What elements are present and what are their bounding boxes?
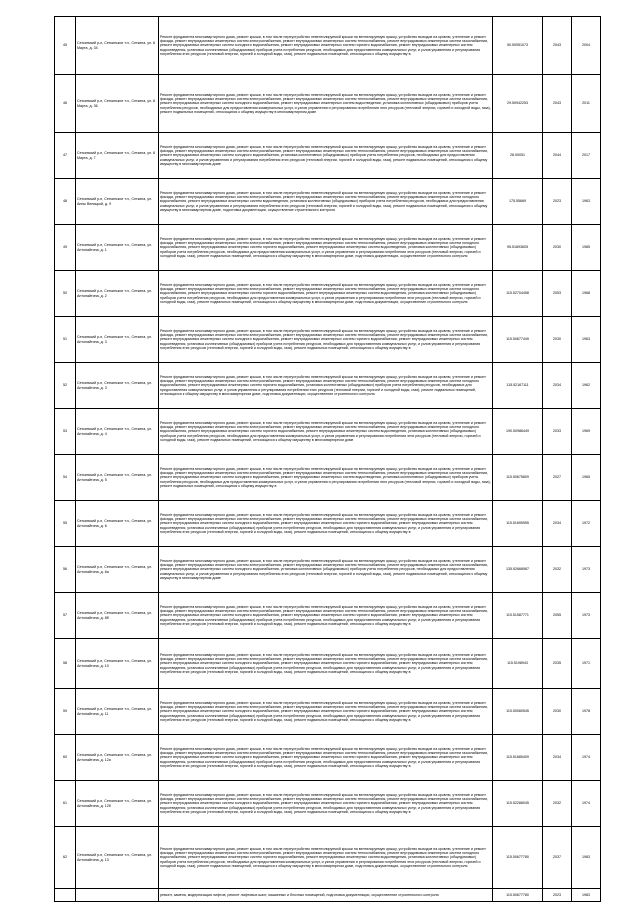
capital-repair-register-table [54, 16, 601, 902]
commission-year-cell: 1969 [572, 409, 601, 455]
address-cell: Сеткинский р-н, Сеткинское т.п., Сеткина, ул. Антонайтина, д. 10 [76, 639, 159, 689]
table-row [55, 75, 601, 133]
table-row [55, 455, 601, 501]
address-cell: Сеткинский р-н, Сеткинское т.п., Сеткина, ул. Антонайтина, д. 11 [76, 689, 159, 735]
address-cell: Сеткинский р-н, Сеткинское т.п., Сеткина, ул. Антонайтина, д. 3 [76, 317, 159, 363]
commission-year-cell: 1973 [572, 547, 601, 593]
works-list-cell: Ремонт фундамента многоквартирного дома, ремонт крыши, в том числе переустройство невентилируемой крыши на вентилируемую крышу, устройство выходов на кровлю, утепление и ремонт фасада, ремонт внутридомовых инженерных систем электроснабжения, ремонт внутридомовых инженерных систем теплоснабжения, ремонт внутридомовых инженерных систем холодного водоснабжения, ремонт внутридомовых инженерных систем горячего водоснабжения, ремонт внутридомовых инженерных систем водоотведения, установка коллективных (общедомовых) приборов учета потребления ресурсов, необходимых для предоставления коммунальных услуг, и узлов управления и регулирования потребления этих ресурсов (тепловой энергии, горячей и холодной воды, газа), ремонт подвальных помещений, относящихся к общему имуществу в многоквартирном доме, подготовка документации, осуществление строительного контроля [159, 271, 493, 317]
area-value-cell: 135.52668987 [493, 547, 543, 593]
table-row [55, 689, 601, 735]
works-list-cell: Ремонт фундамента многоквартирного дома, ремонт крыши, в том числе переустройство невентилируемой крыши на вентилируемую крышу, устройство выходов на кровлю, утепление и ремонт фасада, ремонт внутридомовых инженерных систем электроснабжения, ремонт внутридомовых инженерных систем теплоснабжения, ремонт внутридомовых инженерных систем газоснабжения, ремонт внутридомовых инженерных систем холодного водоснабжения, ремонт внутридомовых инженерных систем горячего водоснабжения, ремонт внутридомовых инженерных систем водоотведения, установка коллективных (общедомовых) приборов учета потребления ресурсов, необходимых для предоставления коммунальных услуг, и узлов управления и регулирования потребления этих ресурсов (тепловой энергии, горячей и холодной воды, газа), ремонт подвальных помещений, относящихся к общему имуществу в [159, 17, 493, 75]
table-row [55, 225, 601, 271]
works-list-cell: Ремонт фундамента многоквартирного дома, ремонт крыши, в том числе переустройство невентилируемой крыши на вентилируемую крышу, устройство выходов на кровлю, утепление и ремонт фасада, ремонт внутридомовых инженерных систем электроснабжения, ремонт внутридомовых инженерных систем теплоснабжения, ремонт внутридомовых инженерных систем газоснабжения, ремонт внутридомовых инженерных систем холодного водоснабжения, ремонт внутридомовых инженерных систем горячего водоснабжения, ремонт внутридомовых инженерных систем водоотведения, установка коллективных (общедомовых) приборов учета потребления ресурсов, необходимых для предоставления коммунальных услуг, и узлов управления и регулирования потребления этих ресурсов (тепловой энергии, горячей и холодной воды, газа), ремонт подвальных помещений, относящихся к общему имуществу в [159, 781, 493, 827]
works-list-cell: ремонт, замена, модернизация лифтов, ремонт лифтовых шахт, машинных и блочных помещений, подготовка документации, осуществление строительного контроля [159, 889, 493, 902]
commission-year-cell: 1985 [572, 225, 601, 271]
area-value-cell: 115.5198943 [493, 639, 543, 689]
table-row [55, 593, 601, 639]
commission-year-cell: 1973 [572, 593, 601, 639]
address-cell: Сеткинский р-н, Сеткинское т.п., Сеткина, ул. Антонайтина, д. 5 [76, 455, 159, 501]
row-number-cell: 62 [55, 827, 76, 889]
area-value-cell: 50.50951073 [493, 17, 543, 75]
row-number-cell: 51 [55, 317, 76, 363]
table-row [55, 17, 601, 75]
commission-year-cell: 1974 [572, 735, 601, 781]
row-number-cell: 54 [55, 455, 76, 501]
planned-year-cell: 2037 [543, 827, 572, 889]
works-list-cell: Ремонт фундамента многоквартирного дома, ремонт крыши, в том числе переустройство невентилируемой крыши на вентилируемую крышу, устройство выходов на кровлю, утепление и ремонт фасада, ремонт внутридомовых инженерных систем электроснабжения, ремонт внутридомовых инженерных систем теплоснабжения, ремонт внутридомовых инженерных систем газоснабжения, ремонт внутридомовых инженерных систем холодного водоснабжения, установка коллективных (общедомовых) приборов учета потребления ресурсов, необходимых для предоставления коммунальных услуг, и узлов управления и регулирования потребления этих ресурсов (тепловой энергии, горячей и холодной воды, газа), ремонт подвальных помещений, относящихся к общему имуществу в многоквартирном доме [159, 133, 493, 179]
works-list-cell: Ремонт фундамента многоквартирного дома, ремонт крыши, в том числе переустройство невентилируемой крыши на вентилируемую крышу, устройство выходов на кровлю, утепление и ремонт фасада, ремонт внутридомовых инженерных систем электроснабжения, ремонт внутридомовых инженерных систем теплоснабжения, ремонт внутридомовых инженерных систем газоснабжения, ремонт внутридомовых инженерных систем холодного водоснабжения, ремонт внутридомовых инженерных систем горячего водоснабжения, ремонт внутридомовых инженерных систем водоотведения, установка коллективных (общедомовых) приборов учета потребления ресурсов, необходимых для предоставления коммунальных услуг, и узлов управления и регулирования потребления этих ресурсов (тепловой энергии, горячей и холодной воды, газа), ремонт подвальных помещений, относящихся к общему имуществу в [159, 735, 493, 781]
table-row [55, 409, 601, 455]
address-cell: Сеткинский р-н, Сеткинское т.п., Сеткина, ул. Антонайтина, д. 13 [76, 827, 159, 889]
works-list-cell: Ремонт фундамента многоквартирного дома, ремонт крыши, в том числе переустройство невентилируемой крыши на вентилируемую крышу, устройство выходов на кровлю, утепление и ремонт фасада, ремонт внутридомовых инженерных систем электроснабжения, ремонт внутридомовых инженерных систем теплоснабжения, ремонт внутридомовых инженерных систем холодного водоснабжения, ремонт внутридомовых инженерных систем горячего водоснабжения, ремонт внутридомовых инженерных систем водоотведения, установка коллективных (общедомовых) приборов учета потребления ресурсов, необходимых для предоставления коммунальных услуг, и узлов управления и регулирования потребления этих ресурсов (тепловой энергии, горячей и холодной воды, газа), ремонт подвальных помещений, относящихся к общему имуществу в многоквартирном доме [159, 409, 493, 455]
row-number-cell: 45 [55, 17, 76, 75]
table-row [55, 547, 601, 593]
row-number-cell: 52 [55, 363, 76, 409]
planned-year-cell: 2034 [543, 501, 572, 547]
area-value-cell: 115.52704458 [493, 271, 543, 317]
table-row [55, 363, 601, 409]
area-value-cell: 115.51695955 [493, 501, 543, 547]
area-value-cell: 28.90051 [493, 133, 543, 179]
commission-year-cell: 2011 [572, 75, 601, 133]
row-number-cell: 59 [55, 689, 76, 735]
planned-year-cell: 2034 [543, 735, 572, 781]
area-value-cell: 115.51685409 [493, 735, 543, 781]
area-value-cell: 115.52167111 [493, 363, 543, 409]
works-list-cell: Ремонт фундамента многоквартирного дома, ремонт крыши, в том числе переустройство невентилируемой крыши на вентилируемую крышу, устройство выходов на кровлю, утепление и ремонт фасада, ремонт внутридомовых инженерных систем электроснабжения, ремонт внутридомовых инженерных систем теплоснабжения, ремонт внутридомовых инженерных систем газоснабжения, ремонт внутридомовых инженерных систем холодного водоснабжения, установка коллективных (общедомовых) приборов учета потребления ресурсов, необходимых для предоставления коммунальных услуг, и узлов управления и регулирования потребления этих ресурсов (тепловой энергии, горячей и холодной воды, газа), ремонт подвальных помещений, относящихся к общему имуществу в многоквартирном доме [159, 547, 493, 593]
commission-year-cell: 1983 [572, 889, 601, 902]
planned-year-cell: 2043 [543, 75, 572, 133]
area-value-cell: 95.51893605 [493, 225, 543, 271]
planned-year-cell: 2035 [543, 639, 572, 689]
works-list-cell: Ремонт фундамента многоквартирного дома, ремонт крыши, в том числе переустройство невентилируемой крыши на вентилируемую крышу, устройство выходов на кровлю, утепление и ремонт фасада, ремонт внутридомовых инженерных систем электроснабжения, ремонт внутридомовых инженерных систем теплоснабжения, ремонт внутридомовых инженерных систем холодного водоснабжения, ремонт внутридомовых инженерных систем водоотведения, установка коллективных (общедомовых) приборов учета потребления ресурсов, необходимых для предоставления коммунальных услуг, и узлов управления и регулирования потребления этих ресурсов (тепловой энергии, горячей и холодной воды, газа), ремонт подвальных помещений, относящихся к общему имуществу в многоквартирном доме, подготовка документации, осуществление строительного контроля [159, 179, 493, 225]
works-list-cell: Ремонт фундамента многоквартирного дома, ремонт крыши, в том числе переустройство невентилируемой крыши на вентилируемую крышу, устройство выходов на кровлю, утепление и ремонт фасада, ремонт внутридомовых инженерных систем электроснабжения, ремонт внутридомовых инженерных систем теплоснабжения, ремонт внутридомовых инженерных систем холодного водоснабжения, ремонт внутридомовых инженерных систем горячего водоснабжения, ремонт внутридомовых инженерных систем водоотведения, установка коллективных (общедомовых) приборов учета потребления ресурсов, необходимых для предоставления коммунальных услуг, и узлов управления и регулирования потребления этих ресурсов (тепловой энергии, горячей и холодной воды, газа), ремонт подвальных помещений, относящихся к общему имуществу в многоквартирном доме, подготовка документации, осуществление строительного контроля [159, 225, 493, 271]
planned-year-cell: 2032 [543, 781, 572, 827]
planned-year-cell: 2053 [543, 271, 572, 317]
planned-year-cell: 2030 [543, 689, 572, 735]
area-value-cell: 29.50942253 [493, 75, 543, 133]
commission-year-cell: 1978 [572, 689, 601, 735]
works-list-cell: Ремонт фундамента многоквартирного дома, ремонт крыши, в том числе переустройство невентилируемой крыши на вентилируемую крышу, устройство выходов на кровлю, утепление и ремонт фасада, ремонт внутридомовых инженерных систем электроснабжения, ремонт внутридомовых инженерных систем теплоснабжения, ремонт внутридомовых инженерных систем газоснабжения, ремонт внутридомовых инженерных систем холодного водоснабжения, ремонт внутридомовых инженерных систем горячего водоснабжения, ремонт внутридомовых инженерных систем водоотведения, установка коллективных (общедомовых) приборов учета потребления ресурсов, необходимых для предоставления коммунальных услуг, и узлов управления и регулирования потребления этих ресурсов (тепловой энергии, горячей и холодной воды, газа), ремонт подвальных помещений, относящихся к общему имуществу в [159, 501, 493, 547]
table-row [55, 133, 601, 179]
commission-year-cell: 1965 [572, 455, 601, 501]
commission-year-cell: 1983 [572, 827, 601, 889]
works-list-cell: Ремонт фундамента многоквартирного дома, ремонт крыши, в том числе переустройство невентилируемой крыши на вентилируемую крышу, устройство выходов на кровлю, утепление и ремонт фасада, ремонт внутридомовых инженерных систем электроснабжения, ремонт внутридомовых инженерных систем теплоснабжения, ремонт внутридомовых инженерных систем газоснабжения, ремонт внутридомовых инженерных систем холодного водоснабжения, ремонт внутридомовых инженерных систем горячего водоснабжения, ремонт внутридомовых инженерных систем водоотведения, установка коллективных (общедомовых) приборов учета потребления ресурсов, необходимых для предоставления коммунальных услуг, и узлов управления и регулирования потребления этих ресурсов (тепловой энергии, горячей и холодной воды, газа), ремонт подвальных помещений, относящихся к общему имуществу в [159, 593, 493, 639]
area-value-cell: 115.50080545 [493, 689, 543, 735]
register-body [55, 17, 601, 902]
table-row [55, 271, 601, 317]
commission-year-cell: 1974 [572, 781, 601, 827]
address-cell: Сеткинский р-н, Сеткинское т.п., Сеткина, ул. Антонайтина, д. 2 [76, 271, 159, 317]
address-cell: Сеткинский р-н, Сеткинское т.п., Сеткина, ул. Антонайтина, д. 1 [76, 225, 159, 271]
commission-year-cell: 1962 [572, 363, 601, 409]
row-number-cell: 48 [55, 179, 76, 225]
works-list-cell: Ремонт фундамента многоквартирного дома, ремонт крыши, в том числе переустройство невентилируемой крыши на вентилируемую крышу, устройство выходов на кровлю, утепление и ремонт фасада, ремонт внутридомовых инженерных систем электроснабжения, ремонт внутридомовых инженерных систем теплоснабжения, ремонт внутридомовых инженерных систем холодного водоснабжения, ремонт внутридомовых инженерных систем горячего водоснабжения, ремонт внутридомовых инженерных систем водоотведения, установка коллективных (общедомовых) приборов учета потребления ресурсов, необходимых для предоставления коммунальных услуг, и узлов управления и регулирования потребления этих ресурсов (тепловой энергии, горячей и холодной воды, газа), ремонт подвальных помещений, относящихся к общему имуществу в многоквартирном доме, подготовка документации, осуществление строительного контроля [159, 827, 493, 889]
works-list-cell: Ремонт фундамента многоквартирного дома, ремонт крыши, в том числе переустройство невентилируемой крыши на вентилируемую крышу, устройство выходов на кровлю, утепление и ремонт фасада, ремонт внутридомовых инженерных систем электроснабжения, ремонт внутридомовых инженерных систем теплоснабжения, ремонт внутридомовых инженерных систем газоснабжения, ремонт внутридомовых инженерных систем холодного водоснабжения, ремонт внутридомовых инженерных систем водоотведения, установка коллективных (общедомовых) приборов учета потребления ресурсов, необходимых для предоставления коммунальных услуг, и узлов управления и регулирования потребления этих ресурсов (тепловой энергии, горячей и холодной воды, газа), ремонт подвальных помещений, относящихся к общему имуществу в [159, 455, 493, 501]
area-value-cell: 115.52288045 [493, 781, 543, 827]
area-value-cell: 115.51587771 [493, 593, 543, 639]
row-number-cell [55, 889, 76, 902]
row-number-cell: 61 [55, 781, 76, 827]
row-number-cell: 60 [55, 735, 76, 781]
planned-year-cell: 2023 [543, 179, 572, 225]
works-list-cell: Ремонт фундамента многоквартирного дома, ремонт крыши, в том числе переустройство невентилируемой крыши на вентилируемую крышу, устройство выходов на кровлю, утепление и ремонт фасада, ремонт внутридомовых инженерных систем электроснабжения, ремонт внутридомовых инженерных систем теплоснабжения, ремонт внутридомовых инженерных систем холодного водоснабжения, ремонт внутридомовых инженерных систем горячего водоснабжения, установка коллективных (общедомовых) приборов учета потребления ресурсов, необходимых для предоставления коммунальных услуг, и узлов управления и регулирования потребления этих ресурсов (тепловой энергии, горячей и холодной воды, газа), ремонт подвальных помещений, относящихся к общему имуществу в многоквартирном доме, подготовка документации, осуществление строительного контроля [159, 363, 493, 409]
area-value-cell: 115.50677780 [493, 889, 543, 902]
address-cell: Сеткинский р-н, Сеткинское т.п., Сеткина, ул. Антонайтина, д. 8б [76, 593, 159, 639]
area-value-cell: 115.50675809 [493, 455, 543, 501]
table-row [55, 639, 601, 689]
address-cell: Сеткинский р-н, Сеткинское т.п., Сеткина, ул. Антонайтина, д. 4 [76, 409, 159, 455]
table-row [55, 501, 601, 547]
row-number-cell: 56 [55, 547, 76, 593]
address-cell: Сеткинский р-н, Сеткинское т.п., Сеткина, ул. 8 Марта, д. 34 [76, 17, 159, 75]
area-value-cell: 115.50677780 [493, 827, 543, 889]
address-cell: Сеткинский р-н, Сеткинское т.п., Сеткина, ул. Антонайтина, д. 6 [76, 501, 159, 547]
row-number-cell: 57 [55, 593, 76, 639]
address-cell [76, 889, 159, 902]
works-list-cell: Ремонт фундамента многоквартирного дома, ремонт крыши, в том числе переустройство невентилируемой крыши на вентилируемую крышу, устройство выходов на кровлю, утепление и ремонт фасада, ремонт внутридомовых инженерных систем электроснабжения, ремонт внутридомовых инженерных систем теплоснабжения, ремонт внутридомовых инженерных систем газоснабжения, ремонт внутридомовых инженерных систем холодного водоснабжения, ремонт внутридомовых инженерных систем водоотведения, установка коллективных (общедомовых) приборов учета потребления ресурсов, необходимых для предоставления коммунальных услуг, и узлов управления и регулирования потребления этих ресурсов (тепловой энергии, горячей и холодной воды, газа), ремонт подвальных помещений, относящихся к общему имуществу в многоквартирном доме [159, 75, 493, 133]
table-row [55, 179, 601, 225]
planned-year-cell: 2032 [543, 547, 572, 593]
row-number-cell: 58 [55, 639, 76, 689]
commission-year-cell: 1963 [572, 317, 601, 363]
table-row [55, 889, 601, 902]
table-row [55, 317, 601, 363]
commission-year-cell: 2017 [572, 133, 601, 179]
commission-year-cell: 1963 [572, 179, 601, 225]
row-number-cell: 53 [55, 409, 76, 455]
commission-year-cell: 1968 [572, 271, 601, 317]
address-cell: Сеткинский р-н, Сеткинское т.п., Сеткина, ул. Антонайтина, д. 6а [76, 547, 159, 593]
area-value-cell: 115.50677449 [493, 317, 543, 363]
address-cell: Сеткинский р-н, Сеткинское т.п., Сеткина, ул. Анны Веницкой, д. 9 [76, 179, 159, 225]
address-cell: Сеткинский р-н, Сеткинское т.п., Сеткина, ул. Антонайтина, д. 12а [76, 735, 159, 781]
address-cell: Сеткинский р-н, Сеткинское т.п., Сеткина, ул. Антонайтина, д. 3 [76, 363, 159, 409]
works-list-cell: Ремонт фундамента многоквартирного дома, ремонт крыши, в том числе переустройство невентилируемой крыши на вентилируемую крышу, устройство выходов на кровлю, утепление и ремонт фасада, ремонт внутридомовых инженерных систем электроснабжения, ремонт внутридомовых инженерных систем теплоснабжения, ремонт внутридомовых инженерных систем газоснабжения, ремонт внутридомовых инженерных систем холодного водоснабжения, ремонт внутридомовых инженерных систем горячего водоснабжения, ремонт внутридомовых инженерных систем водоотведения, установка коллективных (общедомовых) приборов учета потребления ресурсов, необходимых для предоставления коммунальных услуг, и узлов управления и регулирования потребления этих ресурсов (тепловой энергии, горячей и холодной воды, газа), ремонт подвальных помещений, относящихся к общему имуществу в [159, 639, 493, 689]
planned-year-cell: 2027 [543, 455, 572, 501]
works-list-cell: Ремонт фундамента многоквартирного дома, ремонт крыши, в том числе переустройство невентилируемой крыши на вентилируемую крышу, устройство выходов на кровлю, утепление и ремонт фасада, ремонт внутридомовых инженерных систем электроснабжения, ремонт внутридомовых инженерных систем теплоснабжения, ремонт внутридомовых инженерных систем газоснабжения, ремонт внутридомовых инженерных систем холодного водоснабжения, ремонт внутридомовых инженерных систем горячего водоснабжения, ремонт внутридомовых инженерных систем водоотведения, установка коллективных (общедомовых) приборов учета потребления ресурсов, необходимых для предоставления коммунальных услуг, и узлов управления и регулирования потребления этих ресурсов (тепловой энергии, горячей и холодной воды, газа), ремонт подвальных помещений, относящихся к общему имуществу в [159, 689, 493, 735]
planned-year-cell: 2033 [543, 409, 572, 455]
row-number-cell: 50 [55, 271, 76, 317]
works-list-cell: Ремонт фундамента многоквартирного дома, ремонт крыши, в том числе переустройство невентилируемой крыши на вентилируемую крышу, устройство выходов на кровлю, утепление и ремонт фасада, ремонт внутридомовых инженерных систем электроснабжения, ремонт внутридомовых инженерных систем теплоснабжения, ремонт внутридомовых инженерных систем газоснабжения, ремонт внутридомовых инженерных систем холодного водоснабжения, ремонт внутридомовых инженерных систем горячего водоснабжения, ремонт внутридомовых инженерных систем водоотведения, установка коллективных (общедомовых) приборов учета потребления ресурсов, необходимых для предоставления коммунальных услуг, и узлов управления и регулирования потребления этих ресурсов (тепловой энергии, горячей и холодной воды, газа), ремонт подвальных помещений, относящихся к общему имуществу в [159, 317, 493, 363]
area-value-cell: 190.50986449 [493, 409, 543, 455]
table-row [55, 827, 601, 889]
planned-year-cell: 2030 [543, 225, 572, 271]
commission-year-cell: 1971 [572, 639, 601, 689]
row-number-cell: 47 [55, 133, 76, 179]
commission-year-cell: 1972 [572, 501, 601, 547]
address-cell: Сеткинский р-н, Сеткинское т.п., Сеткина, ул. 8 Марта, д. 36 [76, 75, 159, 133]
row-number-cell: 55 [55, 501, 76, 547]
address-cell: Сеткинский р-н, Сеткинское т.п., Сеткина, ул. Антонайтина, д. 12б [76, 781, 159, 827]
area-value-cell: 175.55669 [493, 179, 543, 225]
table-row [55, 781, 601, 827]
planned-year-cell: 2023 [543, 889, 572, 902]
planned-year-cell: 2043 [543, 17, 572, 75]
table-row [55, 735, 601, 781]
commission-year-cell: 2004 [572, 17, 601, 75]
planned-year-cell: 2044 [543, 133, 572, 179]
row-number-cell: 49 [55, 225, 76, 271]
planned-year-cell: 2034 [543, 363, 572, 409]
planned-year-cell: 2030 [543, 317, 572, 363]
row-number-cell: 46 [55, 75, 76, 133]
address-cell: Сеткинский р-н, Сеткинское т.п., Сеткина, ул. 8 Марта, д. 7 [76, 133, 159, 179]
planned-year-cell: 2055 [543, 593, 572, 639]
